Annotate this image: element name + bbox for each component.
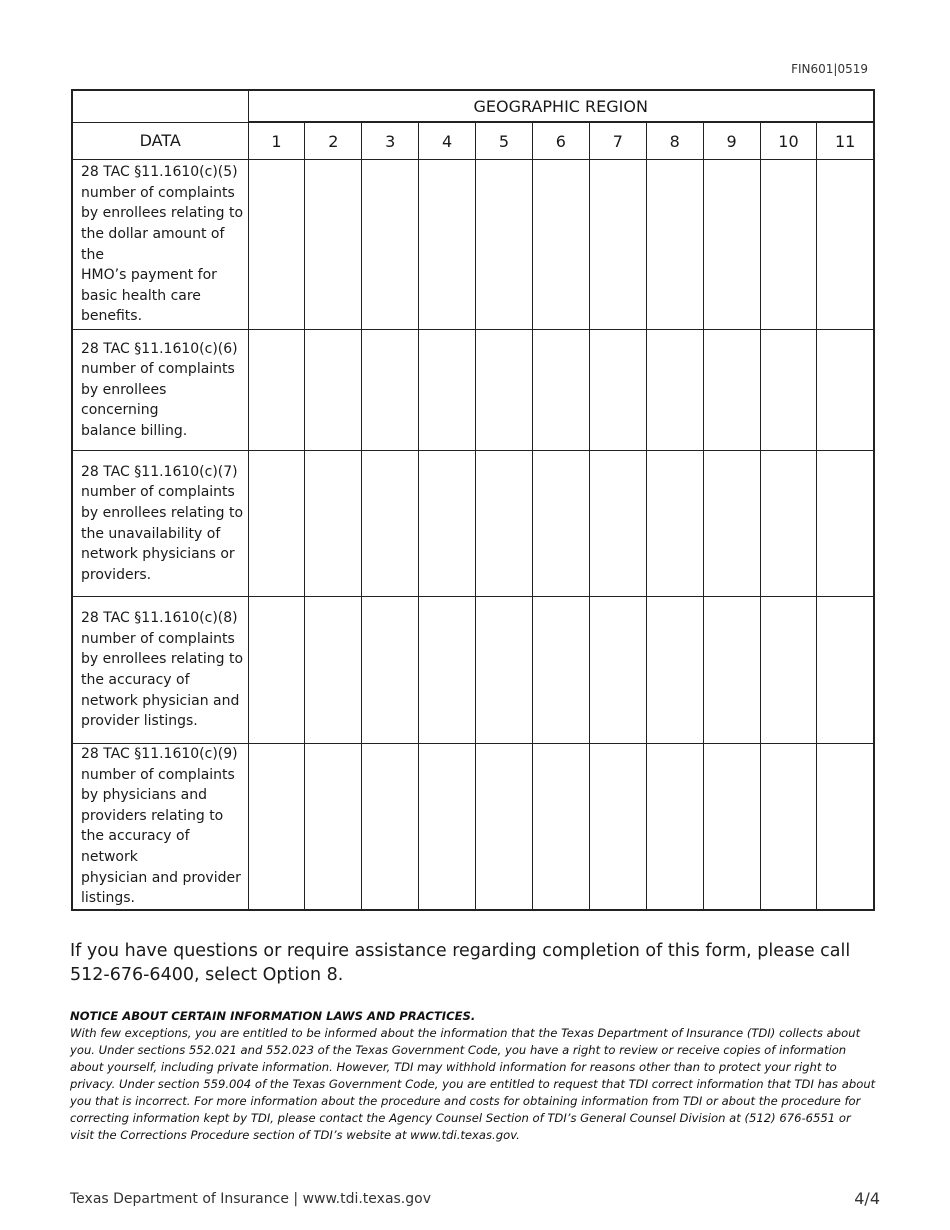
region-header-5: 5 [476, 122, 533, 160]
page-number: 4/4 [854, 1189, 880, 1208]
region-header-1: 1 [248, 122, 305, 160]
entry-cell[interactable] [817, 744, 874, 910]
entry-cell[interactable] [646, 744, 703, 910]
entry-cell[interactable] [760, 744, 817, 910]
region-header-10: 10 [760, 122, 817, 160]
entry-cell[interactable] [760, 330, 817, 451]
entry-cell[interactable] [419, 744, 476, 910]
geographic-region-table [71, 89, 875, 911]
entry-cell[interactable] [646, 160, 703, 330]
row-label: 28 TAC §11.1610(c)(8) number of complaints by enrollees relating to the accuracy of network physician and provider listings. [72, 597, 248, 744]
entry-cell[interactable] [532, 597, 589, 744]
entry-cell[interactable] [817, 330, 874, 451]
entry-cell[interactable] [362, 597, 419, 744]
data-column-header: DATA [72, 122, 248, 160]
table-header-row [72, 122, 874, 160]
assistance-question-text: If you have questions or require assistance regarding completion of this form, please call 512-676-6400, select Option 8. [70, 941, 851, 985]
row-label: 28 TAC §11.1610(c)(9) number of complaints by physicians and providers relating to the accuracy of network physician and provider listings. [72, 744, 248, 910]
entry-cell[interactable] [703, 160, 760, 330]
table-row [72, 160, 874, 330]
entry-cell[interactable] [248, 451, 305, 597]
entry-cell[interactable] [305, 160, 362, 330]
entry-cell[interactable] [362, 744, 419, 910]
entry-cell[interactable] [817, 451, 874, 597]
entry-cell[interactable] [532, 160, 589, 330]
entry-cell[interactable] [419, 597, 476, 744]
entry-cell[interactable] [248, 744, 305, 910]
entry-cell[interactable] [362, 160, 419, 330]
row-label: 28 TAC §11.1610(c)(5) number of complaints by enrollees relating to the dollar amount of the HMO’s payment for basic health care benefits. [72, 160, 248, 330]
footer-agency: Texas Department of Insurance | www.tdi.texas.gov [70, 1191, 431, 1207]
geographic-region-header: GEOGRAPHIC REGION [248, 90, 874, 122]
form-id: FIN601|0519 [791, 62, 868, 76]
region-header-7: 7 [589, 122, 646, 160]
entry-cell[interactable] [248, 160, 305, 330]
entry-cell[interactable] [476, 160, 533, 330]
region-header-8: 8 [646, 122, 703, 160]
row-label: 28 TAC §11.1610(c)(6) number of complaints by enrollees concerning balance billing. [72, 330, 248, 451]
table-corner-cell [72, 90, 248, 122]
entry-cell[interactable] [248, 597, 305, 744]
table-row [72, 330, 874, 451]
entry-cell[interactable] [646, 451, 703, 597]
entry-cell[interactable] [532, 744, 589, 910]
entry-cell[interactable] [532, 330, 589, 451]
region-header-2: 2 [305, 122, 362, 160]
entry-cell[interactable] [760, 451, 817, 597]
entry-cell[interactable] [305, 451, 362, 597]
entry-cell[interactable] [646, 597, 703, 744]
notice-body: With few exceptions, you are entitled to be informed about the information that the Texas Department of Insurance (TDI) collects about you. Under sections 552.021 and 552.023 of the Texas Government Code, you have a right to review or receive copies of information about yourself, including private information. However, TDI may withhold information for reasons other than to protect your right to privacy. Under section 559.004 of the Texas Government Code, you are entitled to request that TDI correct information that TDI has about you that is incorrect. For more information about the procedure and costs for obtaining information from TDI or about the procedure for correcting information kept by TDI, please contact the Agency Counsel Section of TDI’s General Counsel Division at (512) 676-6551 or visit the Corrections Procedure section of TDI’s website at www.tdi.texas.gov. [70, 1026, 876, 1142]
entry-cell[interactable] [362, 330, 419, 451]
entry-cell[interactable] [476, 744, 533, 910]
table-row [72, 451, 874, 597]
entry-cell[interactable] [476, 451, 533, 597]
entry-cell[interactable] [305, 744, 362, 910]
privacy-notice [70, 1008, 876, 1144]
entry-cell[interactable] [703, 330, 760, 451]
entry-cell[interactable] [419, 451, 476, 597]
row-label: 28 TAC §11.1610(c)(7) number of complaints by enrollees relating to the unavailability of network physicians or providers. [72, 451, 248, 597]
entry-cell[interactable] [760, 160, 817, 330]
entry-cell[interactable] [646, 330, 703, 451]
entry-cell[interactable] [589, 160, 646, 330]
entry-cell[interactable] [703, 744, 760, 910]
entry-cell[interactable] [476, 597, 533, 744]
entry-cell[interactable] [817, 160, 874, 330]
entry-cell[interactable] [589, 330, 646, 451]
region-header-9: 9 [703, 122, 760, 160]
entry-cell[interactable] [589, 597, 646, 744]
table-row [72, 744, 874, 910]
table-group-header-row [72, 90, 874, 122]
region-header-4: 4 [419, 122, 476, 160]
region-header-3: 3 [362, 122, 419, 160]
entry-cell[interactable] [589, 744, 646, 910]
entry-cell[interactable] [589, 451, 646, 597]
region-header-6: 6 [532, 122, 589, 160]
entry-cell[interactable] [419, 160, 476, 330]
entry-cell[interactable] [305, 597, 362, 744]
entry-cell[interactable] [760, 597, 817, 744]
entry-cell[interactable] [532, 451, 589, 597]
entry-cell[interactable] [362, 451, 419, 597]
region-header-11: 11 [817, 122, 874, 160]
entry-cell[interactable] [703, 597, 760, 744]
notice-title: NOTICE ABOUT CERTAIN INFORMATION LAWS AND PRACTICES. [70, 1009, 476, 1023]
table-row [72, 597, 874, 744]
entry-cell[interactable] [703, 451, 760, 597]
entry-cell[interactable] [248, 330, 305, 451]
entry-cell[interactable] [817, 597, 874, 744]
entry-cell[interactable] [419, 330, 476, 451]
entry-cell[interactable] [305, 330, 362, 451]
entry-cell[interactable] [476, 330, 533, 451]
